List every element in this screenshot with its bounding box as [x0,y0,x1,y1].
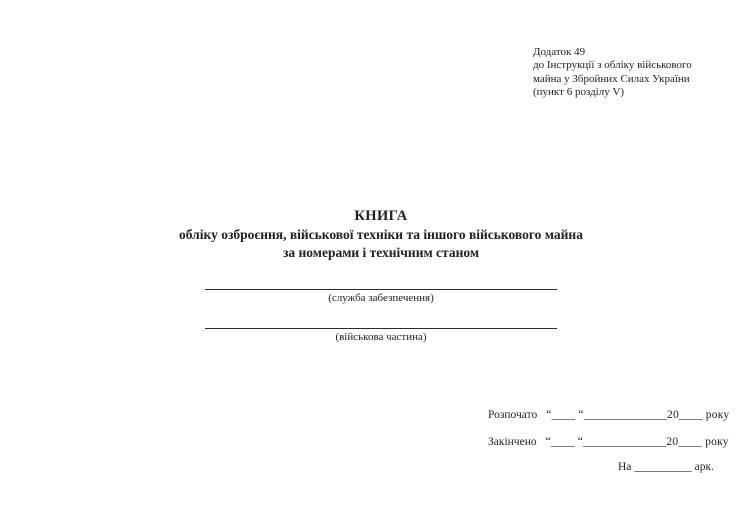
service-fill-in-line [205,289,557,290]
started-blank-value: “____ “______________20____ року [546,409,730,421]
finished-row [488,435,729,449]
finished-blank-value: “____ “______________20____ року [545,436,729,448]
appendix-line: майна у Збройних Силах України [533,72,690,85]
appendix-line: Додаток 49 [533,46,586,58]
started-label: Розпочато [488,409,538,421]
appendix-line: до Інструкції з обліку військового [533,59,692,72]
sheets-count-line: На __________ арк. [618,461,714,473]
title-word-kniga: КНИГА [354,208,408,224]
title-subtitle-line: обліку озброєння, військової техніки та іншого військового майна [179,227,583,242]
finished-label: Закінчено [488,436,537,448]
military-unit-caption: (військова частина) [335,331,427,343]
service-caption: (служба забезпечення) [328,292,434,304]
dates-block [488,408,729,462]
document-title [17,206,745,262]
title-subtitle-line: за номерами і технічним станом [282,245,480,260]
military-unit-fill-in-line [205,328,557,329]
appendix-line: (пункт 6 розділу V) [533,86,625,99]
started-row [488,408,729,422]
appendix-note [533,46,692,100]
